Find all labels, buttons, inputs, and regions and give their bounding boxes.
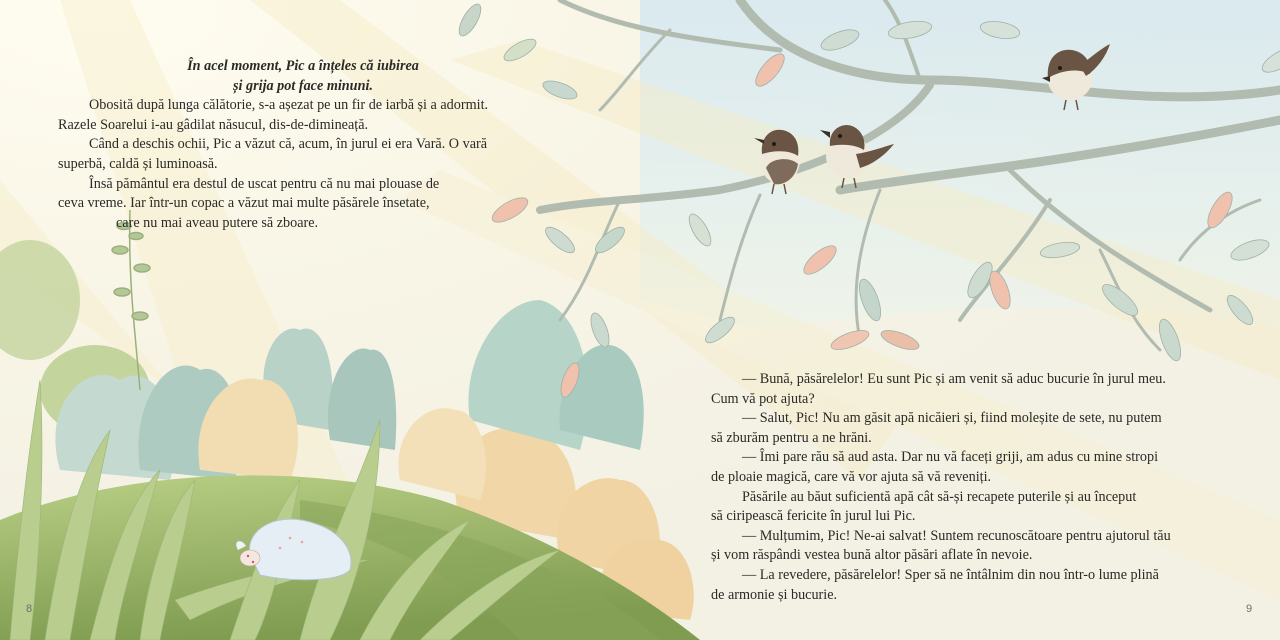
- page-number-right: 9: [1246, 603, 1253, 615]
- dialogue-line: — Îmi pare rău să aud asta. Dar nu vă faceți griji, am adus cu mine stropi: [742, 449, 1159, 466]
- pic-bow: [240, 550, 260, 566]
- dialogue-line: de ploaie magică, care vă vor ajuta să vă reveniți.: [711, 468, 992, 485]
- dialogue-line: — Mulțumim, Pic! Ne-ai salvat! Suntem recunoscătoare pentru ajutorul tău: [742, 527, 1171, 544]
- dialogue-line: și vom răspândi vestea bună altor păsări aflate în nevoie.: [711, 547, 1033, 564]
- dialogue-line: — Salut, Pic! Nu am găsit apă nicăieri și, fiind moleșite de sete, nu putem: [742, 410, 1162, 427]
- paragraph-line: Obosită după lunga călătorie, s-a așezat pe un fir de iarbă și a adormit.: [89, 97, 489, 114]
- paragraph-line: Razele Soarelui i-au gâdilat năsucul, dis-de-dimineață.: [58, 116, 369, 133]
- paragraph-line: Păsările au băut suficientă apă cât să-și recapete puterile și au început: [742, 488, 1137, 505]
- page-number-left: 8: [26, 603, 33, 615]
- title-line: și grija pot face minuni.: [233, 77, 373, 94]
- dialogue-line: — Bună, păsărelelor! Eu sunt Pic și am venit să aduc bucurie în jurul meu.: [742, 371, 1166, 387]
- dialogue-line: Cum vă pot ajuta?: [711, 390, 815, 407]
- paragraph-line: să ciripească fericite în jurul lui Pic.: [711, 508, 916, 525]
- dialogue-line: de armonie și bucurie.: [711, 586, 838, 603]
- dialogue-line: — La revedere, păsărelelor! Sper să ne întâlnim din nou într-o lume plină: [742, 566, 1159, 583]
- right-page-text: [711, 370, 1211, 605]
- paragraph-line: Însă pământul era destul de uscat pentru că nu mai plouase de: [89, 175, 440, 192]
- paragraph-line: ceva vreme. Iar într-un copac a văzut mai multe păsărele însetate,: [58, 195, 430, 212]
- dialogue-line: să zburăm pentru a ne hrăni.: [711, 429, 872, 446]
- left-page-text: [58, 57, 548, 233]
- paragraph-line: superbă, caldă și luminoasă.: [58, 155, 218, 172]
- title-line: În acel moment, Pic a înțeles că iubirea: [187, 58, 419, 74]
- paragraph-line: care nu mai aveau putere să zboare.: [116, 214, 319, 231]
- paragraph-line: Când a deschis ochii, Pic a văzut că, acum, în jurul ei era Vară. O vară: [89, 136, 488, 153]
